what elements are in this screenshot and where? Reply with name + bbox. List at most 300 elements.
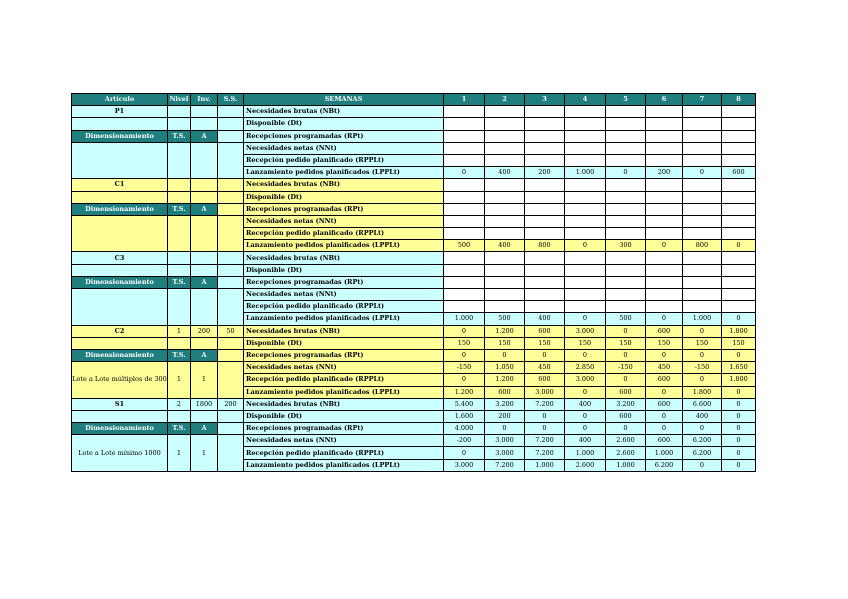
cell-value: 0 [683, 349, 722, 361]
cell-value: 150 [722, 337, 756, 349]
cell-value [485, 252, 525, 264]
cell-value: 1.800 [722, 325, 756, 337]
row-label-rppl: Recepción pedido planificado (RPPLt) [244, 154, 444, 166]
row-label-nb: Necesidades brutas (NBt) [244, 252, 444, 264]
cell-value [444, 264, 485, 276]
cell-value: 3.200 [485, 398, 525, 410]
dimensionamiento-label: Dimensionamiento [72, 203, 168, 215]
cell-value [683, 118, 722, 130]
item-blank [191, 118, 218, 130]
cell-value [683, 130, 722, 142]
header-week: 6 [646, 94, 683, 106]
table-row [72, 398, 756, 410]
cell-value [606, 264, 646, 276]
cell-value: 0 [606, 325, 646, 337]
cell-value [646, 228, 683, 240]
item-ss [218, 106, 244, 118]
cell-value: 0 [525, 349, 565, 361]
cell-value: 0 [646, 423, 683, 435]
cell-value [683, 301, 722, 313]
cell-value: 0 [646, 313, 683, 325]
row-label-lppl: Lanzamiento pedidos planificados (LPPLt) [244, 313, 444, 325]
cell-value [444, 301, 485, 313]
cell-value: 1.000 [683, 313, 722, 325]
item-inv: 1800 [191, 398, 218, 410]
cell-value: 3.000 [525, 386, 565, 398]
a-value: 1 [191, 435, 218, 472]
cell-value [606, 106, 646, 118]
cell-value: 1.050 [485, 362, 525, 374]
ts-label: T.S. [168, 349, 191, 361]
cell-value: 3.000 [485, 447, 525, 459]
cell-value [525, 228, 565, 240]
cell-value: 200 [525, 167, 565, 179]
lot-sizing-rule: Lote a Lote múltiplos de 300 [72, 362, 168, 399]
cell-value [683, 179, 722, 191]
cell-value: 450 [646, 362, 683, 374]
table-row [72, 215, 756, 227]
item-ss [218, 179, 244, 191]
row-label-rp: Recepciones programadas (RPt) [244, 423, 444, 435]
item-blank [218, 289, 244, 326]
cell-value [525, 179, 565, 191]
ts-label: T.S. [168, 130, 191, 142]
cell-value: 150 [485, 337, 525, 349]
cell-value [444, 276, 485, 288]
cell-value: 3.200 [606, 398, 646, 410]
cell-value: 3.000 [565, 325, 606, 337]
cell-value [722, 118, 756, 130]
cell-value: 150 [683, 337, 722, 349]
cell-value: 600 [646, 398, 683, 410]
cell-value: 600 [606, 386, 646, 398]
cell-value [606, 191, 646, 203]
dimensionamiento-label: Dimensionamiento [72, 423, 168, 435]
a-value: 1 [191, 362, 218, 399]
a-value [191, 215, 218, 252]
cell-value: 0 [444, 325, 485, 337]
cell-value: 0 [722, 410, 756, 422]
item-blank [72, 191, 168, 203]
item-blank [218, 191, 244, 203]
cell-value: 1.000 [444, 313, 485, 325]
cell-value: 0 [444, 167, 485, 179]
row-label-nn: Necesidades netas (NNt) [244, 142, 444, 154]
ts-label: T.S. [168, 276, 191, 288]
row-label-d: Disponible (Dt) [244, 191, 444, 203]
cell-value [525, 276, 565, 288]
cell-value: 400 [683, 410, 722, 422]
cell-value [722, 252, 756, 264]
cell-value [444, 154, 485, 166]
table-row [72, 276, 756, 288]
item-blank [72, 118, 168, 130]
row-label-nb: Necesidades brutas (NBt) [244, 325, 444, 337]
cell-value [444, 118, 485, 130]
row-label-d: Disponible (Dt) [244, 118, 444, 130]
item-name: C2 [72, 325, 168, 337]
cell-value [525, 154, 565, 166]
cell-value: 500 [444, 240, 485, 252]
table-row [72, 362, 756, 374]
cell-value: 0 [485, 423, 525, 435]
cell-value [606, 228, 646, 240]
item-blank [218, 435, 244, 472]
cell-value: 0 [646, 386, 683, 398]
table-row [72, 349, 756, 361]
cell-value [485, 106, 525, 118]
cell-value: 5.400 [444, 398, 485, 410]
cell-value [646, 301, 683, 313]
header-inv: Inv. [191, 94, 218, 106]
cell-value: 6.200 [683, 435, 722, 447]
mrp-body [72, 106, 756, 472]
cell-value: 3.000 [565, 374, 606, 386]
cell-value: 0 [525, 410, 565, 422]
cell-value [683, 215, 722, 227]
cell-value: 500 [606, 313, 646, 325]
cell-value: 7.200 [525, 398, 565, 410]
row-label-lppl: Lanzamiento pedidos planificados (LPPLt) [244, 240, 444, 252]
cell-value [444, 215, 485, 227]
table-row [72, 142, 756, 154]
cell-value [722, 142, 756, 154]
row-label-nb: Necesidades brutas (NBt) [244, 398, 444, 410]
cell-value: 150 [646, 337, 683, 349]
cell-value: 7.200 [525, 447, 565, 459]
item-blank [218, 130, 244, 142]
cell-value [646, 203, 683, 215]
header-nivel: Nivel [168, 94, 191, 106]
cell-value: 0 [444, 349, 485, 361]
cell-value: 1.000 [525, 459, 565, 471]
row-label-nn: Necesidades netas (NNt) [244, 362, 444, 374]
header-week: 1 [444, 94, 485, 106]
item-ss: 50 [218, 325, 244, 337]
row-label-lppl: Lanzamiento pedidos planificados (LPPLt) [244, 386, 444, 398]
ts-value: 1 [168, 435, 191, 472]
item-blank [191, 337, 218, 349]
header-semanas: SEMANAS [244, 94, 444, 106]
cell-value: 600 [525, 374, 565, 386]
item-blank [218, 410, 244, 422]
a-value [191, 142, 218, 179]
cell-value: 600 [646, 374, 683, 386]
cell-value [485, 179, 525, 191]
cell-value [683, 228, 722, 240]
header-week: 8 [722, 94, 756, 106]
cell-value [606, 130, 646, 142]
cell-value [722, 179, 756, 191]
row-label-nn: Necesidades netas (NNt) [244, 289, 444, 301]
cell-value: 1.200 [485, 374, 525, 386]
cell-value: 0 [606, 374, 646, 386]
cell-value [485, 215, 525, 227]
cell-value [485, 130, 525, 142]
cell-value: 0 [722, 435, 756, 447]
item-inv [191, 106, 218, 118]
ts-label: T.S. [168, 423, 191, 435]
header-week: 5 [606, 94, 646, 106]
cell-value [722, 154, 756, 166]
row-label-d: Disponible (Dt) [244, 264, 444, 276]
cell-value: 0 [683, 325, 722, 337]
item-blank [191, 191, 218, 203]
item-blank [218, 423, 244, 435]
cell-value [444, 179, 485, 191]
item-blank [218, 264, 244, 276]
cell-value: 0 [444, 374, 485, 386]
cell-value: -150 [606, 362, 646, 374]
cell-value [722, 215, 756, 227]
cell-value: 600 [646, 325, 683, 337]
cell-value: 400 [565, 398, 606, 410]
cell-value [444, 142, 485, 154]
a-label: A [191, 203, 218, 215]
cell-value [525, 215, 565, 227]
cell-value: 0 [722, 459, 756, 471]
item-name: S1 [72, 398, 168, 410]
cell-value [485, 276, 525, 288]
cell-value: 600 [646, 435, 683, 447]
item-blank [218, 362, 244, 399]
cell-value: 4.000 [444, 423, 485, 435]
cell-value [485, 228, 525, 240]
cell-value [565, 179, 606, 191]
cell-value: 150 [565, 337, 606, 349]
item-nivel [168, 106, 191, 118]
cell-value: 0 [565, 349, 606, 361]
ts-label: T.S. [168, 203, 191, 215]
cell-value [722, 276, 756, 288]
cell-value: 300 [606, 240, 646, 252]
item-blank [72, 337, 168, 349]
cell-value [646, 130, 683, 142]
cell-value: -150 [444, 362, 485, 374]
item-blank [72, 410, 168, 422]
item-blank [218, 276, 244, 288]
cell-value [722, 264, 756, 276]
cell-value [485, 301, 525, 313]
cell-value: 0 [444, 447, 485, 459]
cell-value [485, 203, 525, 215]
cell-value: 7.200 [525, 435, 565, 447]
item-blank [218, 203, 244, 215]
cell-value: 0 [722, 240, 756, 252]
cell-value: 2.600 [606, 435, 646, 447]
row-label-rppl: Recepción pedido planificado (RPPLt) [244, 374, 444, 386]
item-blank [218, 337, 244, 349]
item-blank [168, 264, 191, 276]
item-blank [218, 142, 244, 179]
cell-value [565, 215, 606, 227]
cell-value [525, 252, 565, 264]
cell-value: 400 [485, 167, 525, 179]
cell-value: 150 [444, 337, 485, 349]
row-label-rp: Recepciones programadas (RPt) [244, 276, 444, 288]
cell-value [525, 130, 565, 142]
cell-value: 0 [722, 349, 756, 361]
cell-value: 1.200 [485, 325, 525, 337]
row-label-rp: Recepciones programadas (RPt) [244, 130, 444, 142]
ts-value [168, 142, 191, 179]
cell-value [606, 203, 646, 215]
cell-value: 800 [683, 240, 722, 252]
cell-value [525, 118, 565, 130]
a-label: A [191, 349, 218, 361]
cell-value: 1.000 [646, 447, 683, 459]
dimensionamiento-label: Dimensionamiento [72, 349, 168, 361]
cell-value: 0 [646, 410, 683, 422]
item-blank [191, 264, 218, 276]
item-blank [218, 349, 244, 361]
cell-value [565, 118, 606, 130]
cell-value [485, 191, 525, 203]
row-label-d: Disponible (Dt) [244, 337, 444, 349]
cell-value: 0 [485, 349, 525, 361]
cell-value: 2.850 [565, 362, 606, 374]
cell-value: 0 [683, 423, 722, 435]
cell-value [444, 228, 485, 240]
cell-value [525, 203, 565, 215]
cell-value: 6.200 [683, 447, 722, 459]
dimensionamiento-label: Dimensionamiento [72, 276, 168, 288]
cell-value [444, 130, 485, 142]
cell-value: 150 [606, 337, 646, 349]
item-name: C3 [72, 252, 168, 264]
cell-value: 400 [525, 313, 565, 325]
table-row [72, 203, 756, 215]
header-week: 2 [485, 94, 525, 106]
cell-value: 1.000 [565, 447, 606, 459]
cell-value [565, 191, 606, 203]
table-row [72, 106, 756, 118]
cell-value [525, 264, 565, 276]
cell-value [565, 276, 606, 288]
row-label-nb: Necesidades brutas (NBt) [244, 179, 444, 191]
cell-value [606, 179, 646, 191]
cell-value: 0 [722, 398, 756, 410]
item-inv [191, 252, 218, 264]
cell-value [485, 118, 525, 130]
cell-value: 1.200 [444, 386, 485, 398]
cell-value [646, 264, 683, 276]
cell-value [525, 301, 565, 313]
cell-value [646, 252, 683, 264]
cell-value: 200 [485, 410, 525, 422]
cell-value: 1.000 [606, 459, 646, 471]
item-blank [191, 410, 218, 422]
cell-value [444, 252, 485, 264]
cell-value [683, 154, 722, 166]
cell-value: 6.600 [683, 398, 722, 410]
table-row [72, 410, 756, 422]
row-label-lppl: Lanzamiento pedidos planificados (LPPLt) [244, 167, 444, 179]
cell-value [606, 142, 646, 154]
cell-value: 0 [565, 386, 606, 398]
cell-value [722, 130, 756, 142]
item-blank [168, 191, 191, 203]
cell-value: 3.000 [444, 459, 485, 471]
item-ss: 200 [218, 398, 244, 410]
cell-value: 0 [722, 386, 756, 398]
cell-value [606, 276, 646, 288]
cell-value: 1.800 [683, 386, 722, 398]
item-nivel [168, 179, 191, 191]
header-week: 3 [525, 94, 565, 106]
cell-value: -150 [683, 362, 722, 374]
cell-value [646, 179, 683, 191]
table-row [72, 252, 756, 264]
header-week: 7 [683, 94, 722, 106]
cell-value: 6.200 [646, 459, 683, 471]
cell-value [606, 301, 646, 313]
lot-sizing-rule [72, 289, 168, 326]
cell-value: 0 [646, 349, 683, 361]
cell-value [683, 106, 722, 118]
cell-value: 2.600 [606, 447, 646, 459]
cell-value: 0 [606, 167, 646, 179]
cell-value [485, 264, 525, 276]
cell-value: 0 [606, 423, 646, 435]
cell-value [444, 106, 485, 118]
cell-value [606, 118, 646, 130]
cell-value: 400 [565, 435, 606, 447]
cell-value [565, 130, 606, 142]
cell-value [485, 142, 525, 154]
cell-value: 0 [683, 374, 722, 386]
cell-value [722, 191, 756, 203]
cell-value: 600 [606, 410, 646, 422]
item-blank [72, 264, 168, 276]
dimensionamiento-label: Dimensionamiento [72, 130, 168, 142]
cell-value [722, 106, 756, 118]
cell-value [565, 289, 606, 301]
header-week: 4 [565, 94, 606, 106]
cell-value: 150 [525, 337, 565, 349]
cell-value: 0 [683, 459, 722, 471]
cell-value [485, 154, 525, 166]
table-row [72, 337, 756, 349]
cell-value: 600 [485, 386, 525, 398]
cell-value: 500 [485, 313, 525, 325]
cell-value [485, 289, 525, 301]
cell-value [565, 264, 606, 276]
cell-value [646, 106, 683, 118]
row-label-d: Disponible (Dt) [244, 410, 444, 422]
cell-value: 1.600 [444, 410, 485, 422]
row-label-rp: Recepciones programadas (RPt) [244, 349, 444, 361]
lot-sizing-rule: Lote a Lote mínimo 1000 [72, 435, 168, 472]
row-label-rppl: Recepción pedido planificado (RPPLt) [244, 447, 444, 459]
cell-value [525, 191, 565, 203]
cell-value: 0 [565, 240, 606, 252]
cell-value [683, 276, 722, 288]
table-row [72, 325, 756, 337]
cell-value: 200 [646, 167, 683, 179]
cell-value [646, 142, 683, 154]
cell-value [444, 191, 485, 203]
item-nivel: 2 [168, 398, 191, 410]
cell-value [565, 203, 606, 215]
cell-value [683, 264, 722, 276]
row-label-lppl: Lanzamiento pedidos planificados (LPPLt) [244, 459, 444, 471]
cell-value [646, 118, 683, 130]
row-label-nn: Necesidades netas (NNt) [244, 435, 444, 447]
row-label-nn: Necesidades netas (NNt) [244, 215, 444, 227]
cell-value [722, 289, 756, 301]
cell-value: 0 [722, 313, 756, 325]
